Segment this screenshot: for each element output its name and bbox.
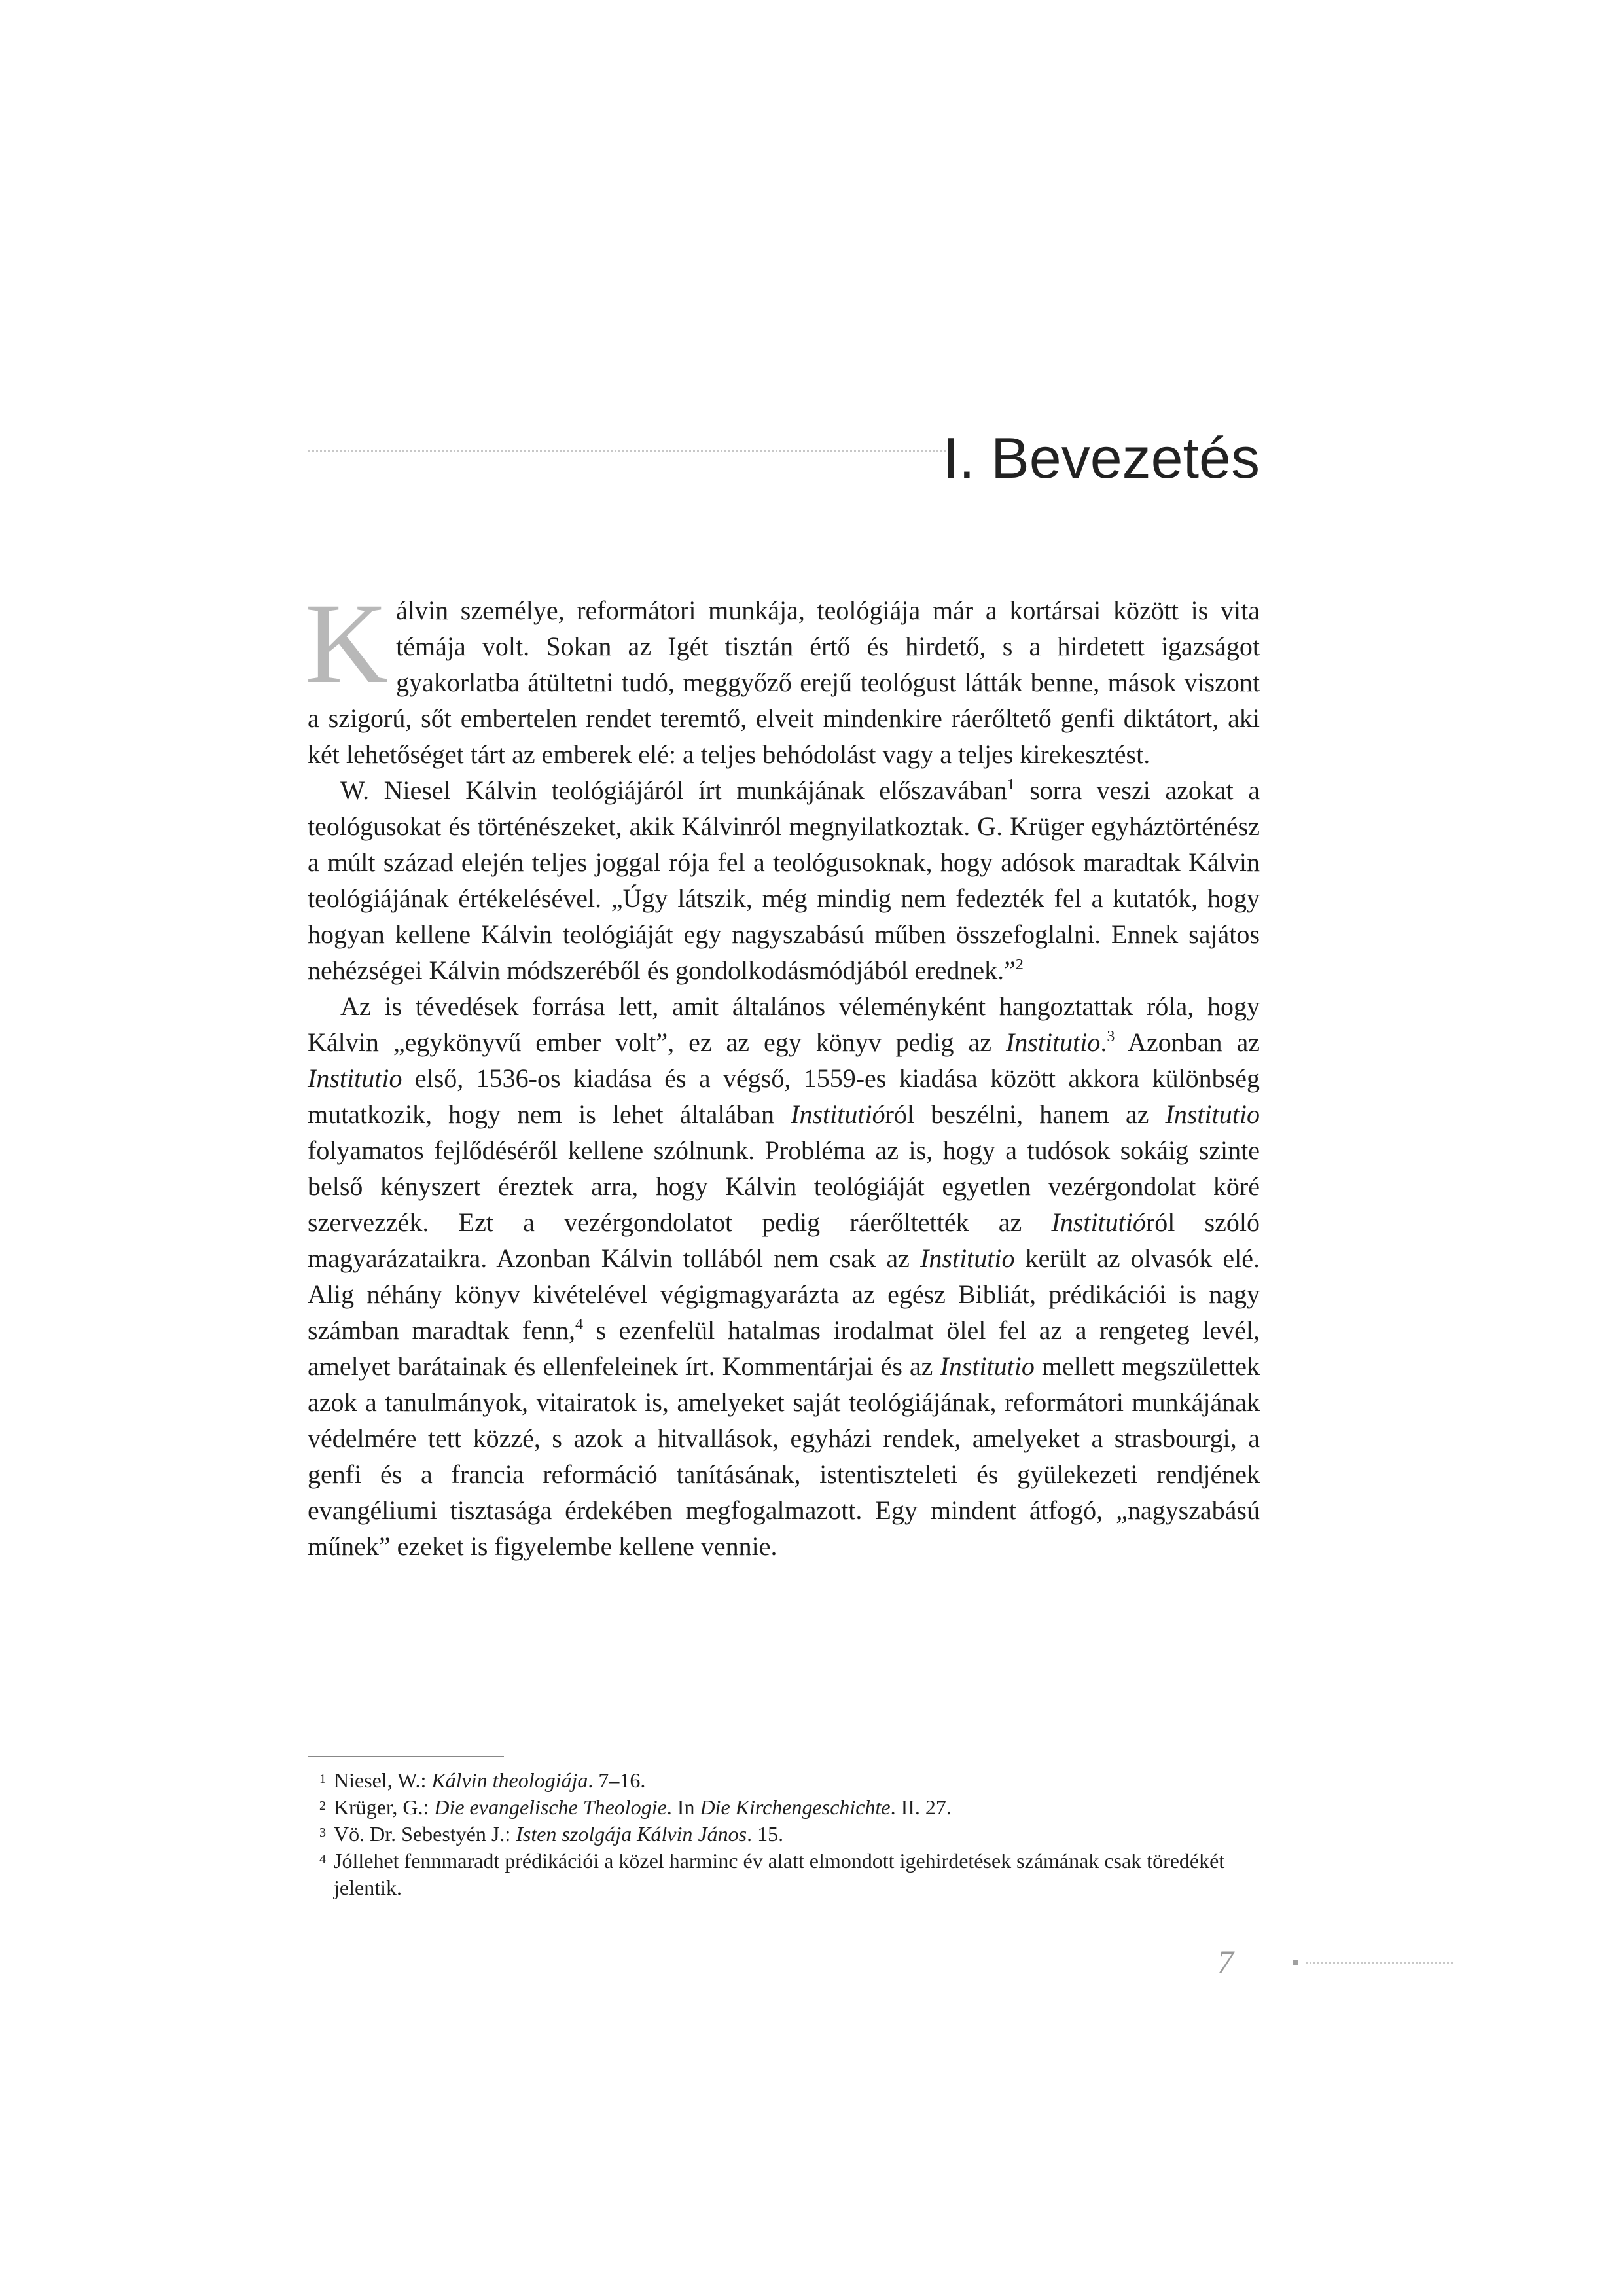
footnotes [308,1767,1260,1901]
paragraph-3-text-c: Azonban az [1115,1028,1260,1057]
italic-institutio: Institutió [1051,1208,1146,1237]
footnote-ref-1[interactable]: 1 [1007,776,1015,793]
body-text [305,580,1260,1564]
paragraph-2-text-a: W. Niesel Kálvin teológiájáról írt munkájának előszavában [340,776,1007,805]
footnote-ref-4[interactable]: 4 [575,1316,583,1333]
chapter-heading-rule [308,450,954,452]
footnote-2 [308,1794,1260,1821]
footnote-ref-3[interactable]: 3 [1107,1028,1115,1045]
footnote-3 [308,1821,1260,1848]
footnote-text: Jóllehet fennmaradt prédikációi a közel harminc év alatt elmondott igehirdetések számának csak töredékét jelentik. [334,1849,1225,1899]
italic-institutio: Institutio [1165,1100,1260,1129]
italic-institutio: Institutio [308,1064,402,1093]
footnote-text: Vö. Dr. Sebestyén J.: [334,1822,516,1846]
footnote-separator [308,1756,504,1757]
footnote-text: . In [666,1795,700,1819]
footnote-text: Niesel, W.: [334,1768,432,1792]
paragraph-3-text-e: ról beszélni, hanem az [885,1100,1166,1129]
footnote-title: Die Kirchengeschichte [700,1795,891,1819]
footnote-1 [308,1767,1260,1794]
footnote-text: Krüger, G.: [334,1795,435,1819]
paragraph-3-text-h: került az olvasók elé. Alig néhány könyv kivételével végigmagyarázta az egész Bibliát, prédikációi is nagy számban maradtak fenn, [308,1244,1260,1345]
footnote-number: 4 [319,1852,326,1867]
chapter-title: I. Bevezetés [942,425,1260,490]
paragraph-1 [305,580,1260,772]
footnote-ref-2[interactable]: 2 [1015,956,1024,973]
footnote-text: . 7–16. [588,1768,646,1792]
footnote-text: . II. 27. [890,1795,952,1819]
paragraph-3-text-g: ról szóló magyarázataikra. Azonban Kálvin tollából nem csak az [308,1208,1260,1273]
paragraph-2-text-b: sorra veszi azokat a teológusokat és történészeket, akik Kálvinról megnyilatkoztak. G. Krüger egyháztörténész a múlt század elején teljes joggal rója fel a teológusoknak, hogy adósok maradtak Kálvin teológiájának értékelésével. „Úgy látszik, még mindig nem fedezték fel a kutatók, hogy hogyan kellene Kálvin teológiáját egy nagyszabású műben összefoglalni. Ennek sajátos nehézségei Kálvin módszeréből és gondolkodásmódjából erednek.” [308,776,1260,985]
italic-institutio: Institutio [940,1352,1035,1381]
italic-institutio: Institutio [920,1244,1015,1273]
page-number: 7 [1217,1943,1234,1980]
footnote-title: Die evangelische Theologie [434,1795,667,1819]
italic-institutio: Institutio [1005,1028,1101,1057]
paragraph-3-text-a: Az is tévedések forrása lett, amit általános véleményként hangoztattak róla, hogy Kálvin „egykönyvű ember volt”, ez az egy könyv pedig az [308,992,1260,1057]
paragraph-3-text-k: mellett megszülettek azok a tanulmányok, vitairatok is, amelyeket saját teológiájának, reformátori munkájának védelmére tett közzé, s azok a hitvallások, egyházi rendek, amelyeket a strasbourgi, a genfi és a francia reformáció tanításának, istentiszteleti és gyülekezeti rendjének evangéliumi tisztasága érdekében megfogalmazott. Egy mindent átfogó, „nagyszabású műnek” ezeket is figyelembe kellene vennie. [308,1352,1260,1561]
paragraph-3-text-f: folyamatos fejlődéséről kellene szólnunk. Probléma az is, hogy a tudósok sokáig szinte belső kényszert éreztek arra, hogy Kálvin teológiáját egyetlen vezérgondolat köré szervezzék. Ezt a vezérgondolatot pedig ráerőltették az [308,1136,1260,1237]
paragraph-2 [308,772,1260,988]
page-number-dotted-rule [1306,1962,1453,1964]
paragraph-3-text-j: s ezenfelül hatalmas irodalmat ölel fel az a rengeteg levél, amelyet barátainak és ellenfeleinek írt. Kommentárjai és az [308,1316,1260,1381]
footnote-title: Isten szolgája Kálvin János [516,1822,747,1846]
footnote-title: Kálvin theologiája [431,1768,588,1792]
footnote-number: 2 [319,1799,326,1813]
italic-institutio: Institutió [791,1100,885,1129]
footnote-text: . 15. [747,1822,784,1846]
paragraph-1-text: álvin személye, reformátori munkája, teológiája már a kortársai között is vita témája volt. Sokan az Igét tisztán értő és hirdető, s a hirdetett igazságot gyakorlatba átültetni tudó, meggyőző erejű teológust látták benne, mások viszont a szigorú, sőt embertelen rendet teremtő, elveit mindenkire ráerőltető genfi diktátort, aki két lehetőséget tárt az emberek elé: a teljes behódolást vagy a teljes kirekesztést. [308,596,1260,769]
paragraph-3 [308,988,1260,1564]
paragraph-3-text-b: . [1100,1028,1107,1057]
footnote-number: 1 [319,1772,326,1786]
drop-cap: K [305,580,389,708]
footnote-number: 3 [319,1825,326,1840]
page-marker-square [1293,1960,1298,1965]
paragraph-3-text-d: első, 1536-os kiadása és a végső, 1559-es kiadása között akkora különbség mutatkozik, hogy nem is lehet általában [308,1064,1260,1129]
footnote-4 [308,1848,1260,1901]
